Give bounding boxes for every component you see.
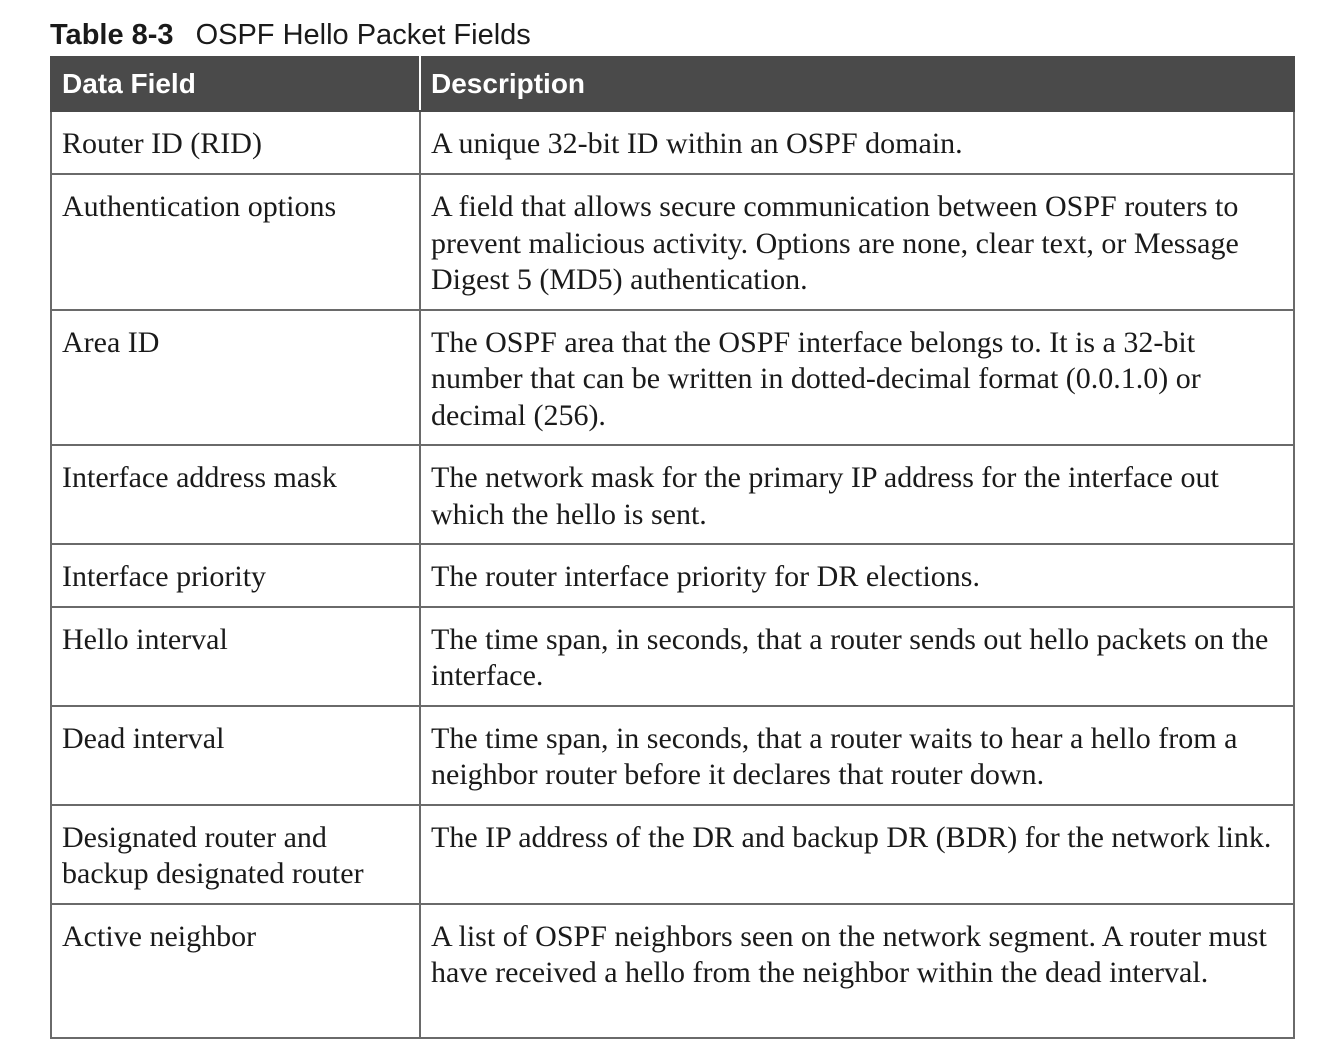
table-row bbox=[51, 111, 1294, 174]
table-row bbox=[51, 445, 1294, 544]
data-field-cell: Interface priority bbox=[51, 544, 420, 607]
data-field-cell: Hello interval bbox=[51, 607, 420, 706]
description-cell: The time span, in seconds, that a router sends out hello packets on the interface. bbox=[420, 607, 1294, 706]
description-cell: A list of OSPF neighbors seen on the network segment. A router must have received a hello from the neighbor within the dead interval. bbox=[420, 904, 1294, 1038]
data-field-cell: Authentication options bbox=[51, 174, 420, 310]
table-caption bbox=[50, 14, 531, 56]
header-row bbox=[51, 57, 1294, 111]
column-header-description: Description bbox=[420, 57, 1294, 111]
data-field-cell: Interface address mask bbox=[51, 445, 420, 544]
data-field-cell: Router ID (RID) bbox=[51, 111, 420, 174]
description-cell: The IP address of the DR and backup DR (BDR) for the network link. bbox=[420, 805, 1294, 904]
description-cell: A unique 32-bit ID within an OSPF domain. bbox=[420, 111, 1294, 174]
table-number: Table 8-3 bbox=[50, 19, 174, 51]
ospf-hello-fields-table bbox=[50, 56, 1295, 1039]
data-field-cell: Area ID bbox=[51, 310, 420, 446]
table-row bbox=[51, 310, 1294, 446]
data-field-cell: Designated router and backup designated router bbox=[51, 805, 420, 904]
table-row bbox=[51, 544, 1294, 607]
table-row bbox=[51, 706, 1294, 805]
table-row bbox=[51, 904, 1294, 1038]
description-cell: The network mask for the primary IP address for the interface out which the hello is sent. bbox=[420, 445, 1294, 544]
table-row bbox=[51, 805, 1294, 904]
description-cell: The time span, in seconds, that a router waits to hear a hello from a neighbor router before it declares that router down. bbox=[420, 706, 1294, 805]
description-cell: The OSPF area that the OSPF interface belongs to. It is a 32-bit number that can be written in dotted-decimal format (0.0.1.0) or decimal (256). bbox=[420, 310, 1294, 446]
table-title: OSPF Hello Packet Fields bbox=[195, 19, 531, 51]
description-cell: The router interface priority for DR elections. bbox=[420, 544, 1294, 607]
table-row bbox=[51, 174, 1294, 310]
table-row bbox=[51, 607, 1294, 706]
description-cell: A field that allows secure communication between OSPF routers to prevent malicious activity. Options are none, clear text, or Message Digest 5 (MD5) authentication. bbox=[420, 174, 1294, 310]
data-field-cell: Active neighbor bbox=[51, 904, 420, 1038]
column-header-data-field: Data Field bbox=[51, 57, 420, 111]
data-field-cell: Dead interval bbox=[51, 706, 420, 805]
